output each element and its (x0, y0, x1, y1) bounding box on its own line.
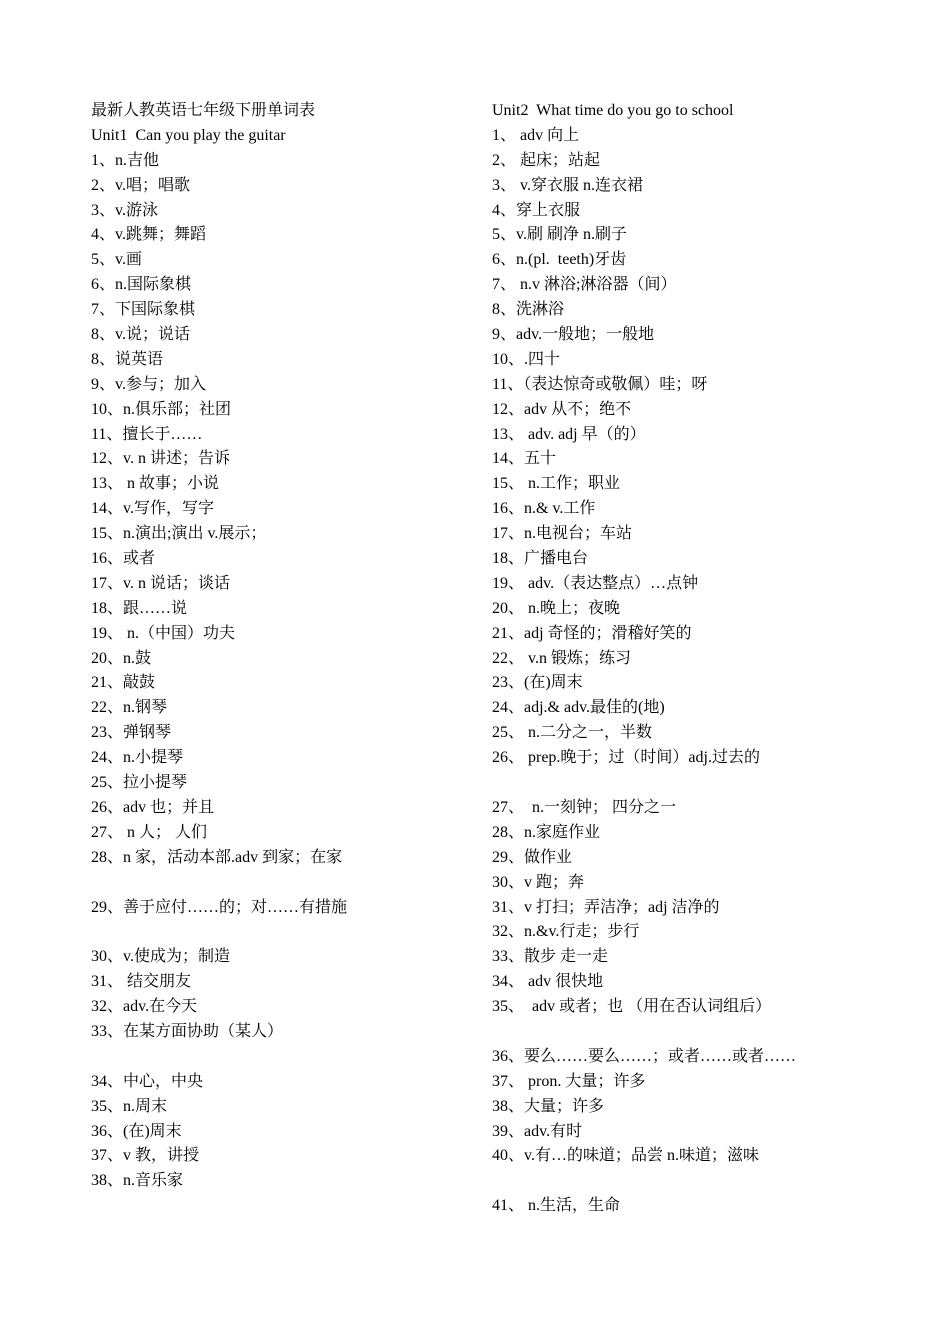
word-entry: 24、n.小提琴 (91, 749, 184, 767)
word-entry: 30、v 跑；奔 (492, 873, 585, 891)
word-entry: 22、n.钢琴 (91, 699, 168, 717)
word-entry: 19、 n.（中国）功夫 (91, 624, 236, 642)
word-entry: 37、 pron. 大量；许多 (492, 1072, 646, 1090)
word-entry: 26、adv 也；并且 (91, 798, 215, 816)
word-entry: 21、adj 奇怪的；滑稽好笑的 (492, 624, 692, 642)
document-title: 最新人教英语七年级下册单词表 (91, 102, 316, 119)
word-entry: 18、跟……说 (91, 599, 188, 617)
blank-line (492, 1169, 912, 1194)
word-entry: 7、 n.v 淋浴;淋浴器（间） (492, 276, 677, 294)
blank-line (91, 920, 481, 945)
unit1-heading: Unit1 Can you play the guitar (91, 126, 286, 144)
word-entry: 32、adv.在今天 (91, 998, 198, 1016)
word-entry: 23、弹钢琴 (91, 724, 172, 742)
blank-line (91, 871, 481, 896)
word-entry: 38、大量；许多 (492, 1097, 605, 1115)
word-entry: 17、v. n 说话；谈话 (91, 574, 230, 592)
word-entry: 34、中心，中央 (91, 1072, 204, 1090)
word-entry: 33、在某方面协助（某人） (91, 1022, 284, 1040)
blank-line (91, 1045, 481, 1070)
word-entry: 19、 adv.（表达整点）…点钟 (492, 574, 699, 592)
word-entry: 29、做作业 (492, 848, 573, 866)
word-entry: 38、n.音乐家 (91, 1172, 184, 1190)
word-entry: 1、n.吉他 (91, 151, 160, 169)
word-entry: 15、 n.工作；职业 (492, 475, 621, 493)
word-entry: 10、n.俱乐部；社团 (91, 400, 232, 418)
word-entry: 25、 n.二分之一，半数 (492, 724, 653, 742)
word-entry: 4、穿上衣服 (492, 201, 581, 219)
word-entry: 28、n.家庭作业 (492, 823, 601, 841)
word-entry: 12、v. n 讲述；告诉 (91, 450, 230, 468)
word-entry: 32、n.&v.行走；步行 (492, 923, 640, 941)
word-entry: 2、v.唱；唱歌 (91, 176, 190, 194)
word-entry: 26、 prep.晚于；过（时间）adj.过去的 (492, 749, 760, 767)
word-entry: 11、擅长于…… (91, 425, 203, 443)
word-entry: 36、要么……要么……；或者……或者…… (492, 1047, 797, 1065)
word-entry: 39、adv.有时 (492, 1122, 583, 1140)
word-entry: 3、v.游泳 (91, 201, 158, 219)
word-entry: 31、v 打扫；弄洁净；adj 洁净的 (492, 898, 720, 916)
word-entry: 8、说英语 (91, 350, 164, 368)
word-entry: 23、(在)周末 (492, 674, 583, 692)
word-entry: 20、 n.晚上；夜晚 (492, 599, 621, 617)
unit2-heading: Unit2 What time do you go to school (492, 102, 734, 119)
word-entry: 13、 n 故事；小说 (91, 475, 220, 493)
word-entry: 4、v.跳舞；舞蹈 (91, 226, 206, 244)
word-entry: 2、 起床；站起 (492, 151, 601, 169)
word-entry: 27、 n.一刻钟； 四分之一 (492, 798, 677, 816)
word-entry: 35、n.周末 (91, 1097, 168, 1115)
word-entry: 41、 n.生活，生命 (492, 1197, 621, 1215)
word-entry: 36、(在)周末 (91, 1122, 182, 1140)
word-entry: 34、 adv 很快地 (492, 973, 604, 991)
word-entry: 11、（表达惊奇或敬佩）哇；呀 (492, 375, 708, 393)
word-entry: 8、洗淋浴 (492, 301, 565, 319)
word-entry: 7、下国际象棋 (91, 301, 196, 319)
word-entry: 15、n.演出;演出 v.展示； (91, 525, 267, 543)
word-entry: 13、 adv. adj 早（的） (492, 425, 646, 443)
word-entry: 12、adv 从不；绝不 (492, 400, 632, 418)
word-entry: 40、v.有…的味道；品尝 n.味道；滋味 (492, 1147, 759, 1165)
word-entry: 5、v.画 (91, 251, 142, 269)
word-entry: 35、 adv 或者；也 （用在否认词组后） (492, 998, 772, 1016)
word-entry: 3、 v.穿衣服 n.连衣裙 (492, 176, 643, 194)
unit2-word-list (492, 124, 912, 1219)
word-entry: 16、或者 (91, 550, 156, 568)
right-column (492, 99, 912, 1219)
blank-line (492, 771, 912, 796)
word-entry: 8、v.说；说话 (91, 326, 190, 344)
word-entry: 24、adj.& adv.最佳的(地) (492, 699, 665, 717)
word-entry: 14、v.写作，写字 (91, 500, 214, 518)
word-entry: 27、 n 人； 人们 (91, 823, 208, 841)
word-entry: 17、n.电视台；车站 (492, 525, 633, 543)
word-entry: 16、n.& v.工作 (492, 500, 596, 518)
word-entry: 25、拉小提琴 (91, 774, 188, 792)
word-entry: 30、v.使成为；制造 (91, 948, 230, 966)
word-entry: 29、善于应付……的；对……有措施 (91, 898, 348, 916)
word-entry: 6、n.国际象棋 (91, 276, 192, 294)
word-entry: 5、v.刷 刷净 n.刷子 (492, 226, 627, 244)
word-entry: 28、n 家，活动本部.adv 到家；在家 (91, 848, 343, 866)
word-entry: 6、n.(pl. teeth)牙齿 (492, 251, 627, 269)
word-entry: 9、adv.一般地；一般地 (492, 326, 655, 344)
word-entry: 22、 v.n 锻炼；练习 (492, 649, 631, 667)
word-entry: 10、.四十 (492, 350, 561, 368)
unit1-word-list (91, 149, 481, 1194)
word-entry: 9、v.参与；加入 (91, 375, 206, 393)
word-entry: 18、广播电台 (492, 550, 589, 568)
left-column (91, 99, 481, 1194)
word-entry: 14、五十 (492, 450, 557, 468)
word-entry: 1、 adv 向上 (492, 126, 580, 144)
word-entry: 20、n.鼓 (91, 649, 152, 667)
word-entry: 21、敲鼓 (91, 674, 156, 692)
blank-line (492, 1020, 912, 1045)
word-entry: 33、散步 走一走 (492, 948, 609, 966)
word-entry: 31、 结交朋友 (91, 973, 192, 991)
word-entry: 37、v 教，讲授 (91, 1147, 200, 1165)
